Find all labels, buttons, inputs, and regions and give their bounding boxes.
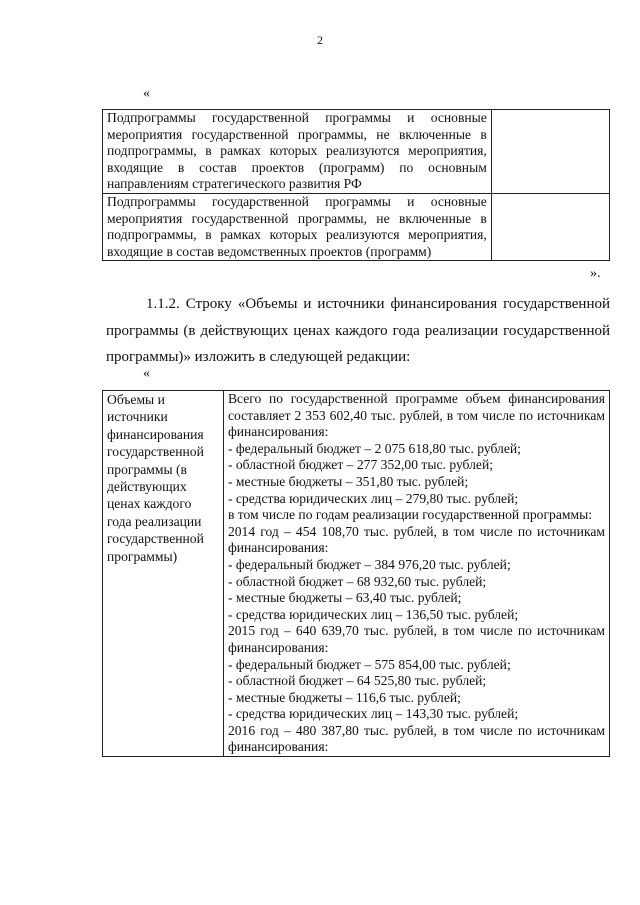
financing-line: - федеральный бюджет – 2 075 618,80 тыс. рублей; xyxy=(227,440,521,456)
table-row xyxy=(103,110,610,194)
financing-line: Всего по государственной программе объем финансирования составляет 2 353 602,40 тыс. рублей, в том числе по источникам финансирования: xyxy=(227,391,605,440)
closing-quote-mark: ». xyxy=(590,266,601,281)
page-number: 2 xyxy=(317,33,323,47)
financing-line: - областной бюджет – 68 932,60 тыс. рублей; xyxy=(227,573,487,589)
opening-quote-mark: « xyxy=(143,86,150,101)
financing-line: - средства юридических лиц – 143,30 тыс. рублей; xyxy=(227,706,519,722)
table-cell-projects-strategic: Подпрограммы государственной программы и основные мероприятия государственной программы, не включенные в подпрограммы, в рамках которых реализуются мероприятия, входящие в состав проектов (программ) по основным направлениям стратегического развития РФ xyxy=(103,110,492,194)
financing-line: - федеральный бюджет – 575 854,00 тыс. рублей; xyxy=(227,656,511,672)
financing-label-cell: Объемы и источники финансирования государственной программы (в действующих ценах каждого года реализации государственной программы) xyxy=(103,391,224,757)
amendment-paragraph xyxy=(106,291,610,371)
subprograms-table xyxy=(102,109,610,261)
financing-line: 2015 год – 640 639,70 тыс. рублей, в том числе по источникам финансирования: xyxy=(227,623,605,655)
financing-line: 2014 год – 454 108,70 тыс. рублей, в том числе по источникам финансирования: xyxy=(227,523,605,556)
financing-line: 2016 год – 480 387,80 тыс. рублей, в том числе по источникам финансирования: xyxy=(227,722,605,755)
table-cell-empty xyxy=(491,194,609,261)
financing-line: в том числе по годам реализации государственной программы: xyxy=(227,507,592,523)
financing-line: - областной бюджет – 277 352,00 тыс. рублей; xyxy=(227,457,494,473)
amendment-paragraph-text: 1.1.2. Строку «Объемы и источники финансирования государственной программы (в действующих ценах каждого года реализации государственной программы)» изложить в следующей редакции: xyxy=(106,296,610,365)
financing-table xyxy=(102,390,610,757)
opening-quote-mark: « xyxy=(143,366,150,381)
financing-line: - средства юридических лиц – 136,50 тыс. рублей; xyxy=(227,606,519,622)
financing-line: - местные бюджеты – 63,40 тыс. рублей; xyxy=(227,590,462,606)
financing-line: - федеральный бюджет – 384 976,20 тыс. рублей; xyxy=(227,556,511,572)
financing-line: - местные бюджеты – 116,6 тыс. рублей; xyxy=(227,689,461,705)
financing-line: - областной бюджет – 64 525,80 тыс. рублей; xyxy=(227,673,487,689)
table-row xyxy=(103,194,610,261)
table-cell-projects-departmental: Подпрограммы государственной программы и основные мероприятия государственной программы, не включенные в подпрограммы, в рамках которых реализуются мероприятия, входящие в состав ведомственных проектов (программ) xyxy=(103,194,492,261)
financing-line: - средства юридических лиц – 279,80 тыс. рублей; xyxy=(227,490,519,506)
financing-details-cell xyxy=(223,391,609,757)
table-cell-empty xyxy=(491,110,609,194)
table-row xyxy=(103,391,610,757)
financing-line: - местные бюджеты – 351,80 тыс. рублей; xyxy=(227,473,469,489)
